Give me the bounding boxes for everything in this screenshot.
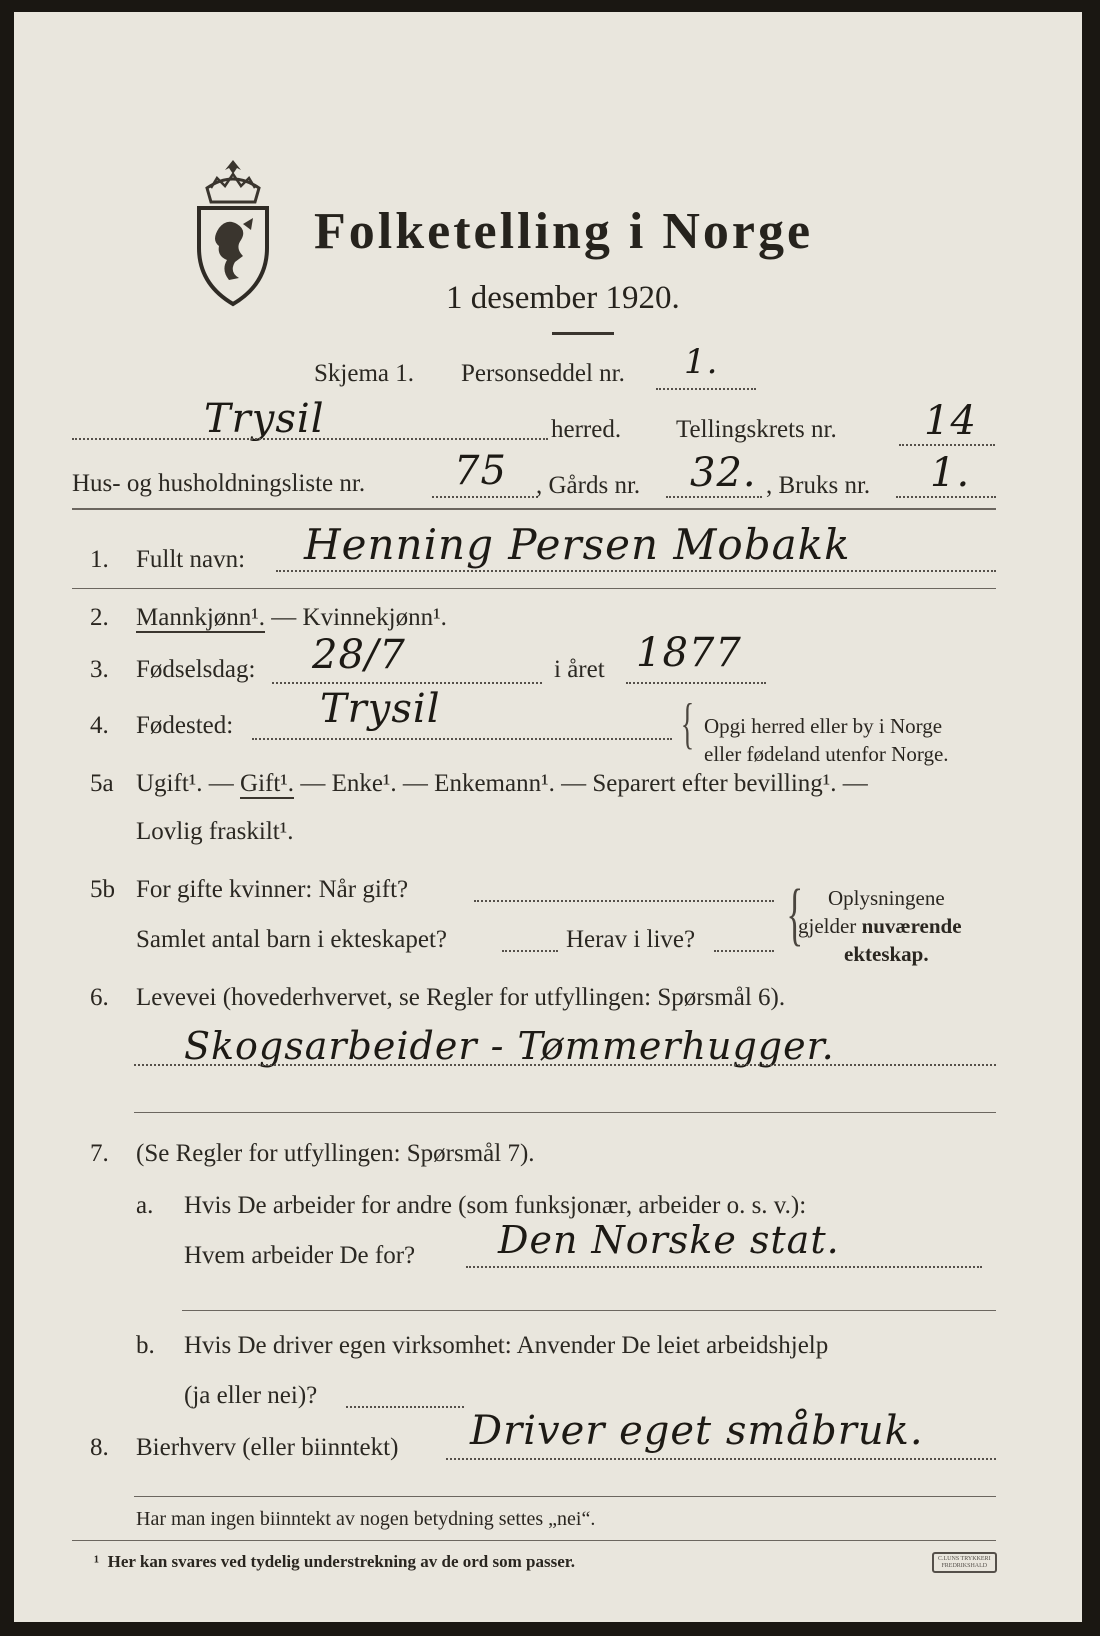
q7a-question: Hvis De arbeider for andre (som funksjonær, arbeider o. s. v.):: [184, 1192, 807, 1219]
married-option-underlined: Gift¹.: [240, 770, 295, 797]
birthplace-value: Trysil: [320, 686, 441, 732]
birth-year-value: 1877: [636, 630, 742, 676]
birthdate-label: Fødselsdag:: [136, 656, 256, 683]
husliste-value: 75: [454, 448, 507, 494]
q8-number: 8.: [90, 1434, 109, 1461]
birth-year-label: i året: [554, 656, 605, 683]
footnote: ¹ Her kan svares ved tydelig understrekning av de ord som passer.: [94, 1552, 575, 1571]
male-option-underlined: Mannkjønn¹.: [136, 604, 266, 631]
employer-label: Hvem arbeider De for?: [184, 1242, 416, 1269]
birthplace-note-2: eller fødeland utenfor Norge.: [704, 742, 949, 766]
birthplace-note-1: Opgi herred eller by i Norge: [704, 714, 943, 738]
no-income-note: Har man ingen biinntekt av nogen betydning settes „nei“.: [136, 1508, 596, 1530]
norway-coat-of-arms-icon: [189, 148, 277, 308]
printer-stamp: C.LUNS TRYKKERI FREDRIKSHALD: [932, 1552, 997, 1573]
children-count-label: Samlet antal barn i ekteskapet?: [136, 926, 447, 953]
q4-number: 4.: [90, 712, 109, 739]
husliste-label: Hus- og husholdningsliste nr.: [72, 470, 366, 497]
gards-label: , Gårds nr.: [536, 472, 641, 499]
female-option: Kvinnekjønn¹.: [302, 604, 447, 631]
q1-number: 1.: [90, 546, 109, 573]
occupation-value: Skogsarbeider - Tømmerhugger.: [184, 1024, 835, 1068]
title-divider: [552, 332, 614, 335]
personseddel-value: 1.: [684, 342, 719, 382]
marriage-note-1: Oplysningene: [828, 886, 945, 910]
census-date: 1 desember 1920.: [446, 280, 680, 316]
form-label: Skjema 1.: [314, 360, 414, 387]
census-form: Folketelling i Norge 1 desember 1920. Skjema 1. Personseddel nr. 1. Trysil herred. Tellingskrets nr. 14 Hus- og husholdningsliste nr. 75 , Gårds nr. 32. , Bruks nr. 1. 1. Fullt navn: Henning Persen Mobakk 2. Mannkjønn¹. — Kvinnekjønn¹. 3. Fødselsdag: 28/7 i året 1877 4. Fødested: Trysil { Opgi herred eller by i Norge eller fødeland utenfor Norge. 5a Ugift¹. — Gift¹. — Enke¹. — Enkemann¹. — Separert efter bevilling¹. — Lovlig fraskilt¹. 5b For gifte kvinner: Når gift? Samlet antal barn i ekteskapet? Herav i live? { Oplysningene gjelder nuværende ekteskap. 6. Levevei (hovederhvervet, se Regler for utfyllingen: Spørsmål 6). Skogsarbeider - Tømmerhugger. 7. (Se Regler for utfyllingen: Spørsmål 7). a. Hvis De arbeider for andre (som funksjonær, arbeider o. s. v.): Hvem arbeider De for? Den Norske stat. b. Hvis De driver egen virksomhet: Anvender De leiet arbeidshjelp (ja eller nei)? 8. Bierhverv (eller biinntekt) Driver eget småbruk. Har man ingen biinntekt av nogen betydning settes „nei“. ¹ Her kan svares ved tydelig understrekning av de ord som passer. C.LUNS TRYKKERI FREDRIKSHALD: [14, 12, 1082, 1622]
form-title: Folketelling i Norge: [314, 203, 814, 260]
q7-number: 7.: [90, 1140, 109, 1167]
herred-label: herred.: [551, 416, 622, 443]
side-income-label: Bierhverv (eller biinntekt): [136, 1434, 399, 1461]
full-name-label: Fullt navn:: [136, 546, 246, 573]
employer-value: Den Norske stat.: [498, 1218, 840, 1262]
gards-value: 32.: [690, 450, 757, 496]
divorced-option: Lovlig fraskilt¹.: [136, 818, 294, 845]
marriage-note-3: ekteskap.: [844, 942, 929, 966]
full-name-value: Henning Persen Mobakk: [304, 520, 851, 569]
bruks-label: , Bruks nr.: [766, 472, 871, 499]
hired-help-label: (ja eller nei)?: [184, 1382, 318, 1409]
occupation-label: Levevei (hovederhvervet, se Regler for utfyllingen: Spørsmål 6).: [136, 984, 786, 1011]
q7a-letter: a.: [136, 1192, 154, 1219]
tellingskrets-value: 14: [924, 398, 977, 444]
q7b-question: Hvis De driver egen virksomhet: Anvender De leiet arbeidshjelp: [184, 1332, 829, 1359]
marriage-note-2: gjelder nuværende: [798, 914, 962, 938]
children-alive-label: Herav i live?: [566, 926, 696, 953]
tellingskrets-label: Tellingskrets nr.: [676, 416, 837, 443]
q5b-number: 5b: [90, 876, 115, 903]
birthplace-label: Fødested:: [136, 712, 234, 739]
married-when-label: For gifte kvinner: Når gift?: [136, 876, 409, 903]
marital-status-options: Ugift¹. — Gift¹. — Enke¹. — Enkemann¹. — Separert efter bevilling¹. —: [136, 770, 868, 797]
side-income-value: Driver eget småbruk.: [470, 1408, 924, 1454]
q2-number: 2.: [90, 604, 109, 631]
sex-options: Mannkjønn¹. — Kvinnekjønn¹.: [136, 604, 447, 631]
q6-number: 6.: [90, 984, 109, 1011]
q5a-number: 5a: [90, 770, 114, 797]
header-divider: [72, 508, 996, 510]
q7-label: (Se Regler for utfyllingen: Spørsmål 7).: [136, 1140, 535, 1167]
herred-value: Trysil: [204, 396, 325, 442]
bruks-value: 1.: [930, 450, 971, 496]
q3-number: 3.: [90, 656, 109, 683]
personseddel-label: Personseddel nr.: [461, 360, 625, 387]
birthdate-value: 28/7: [312, 632, 406, 678]
q7b-letter: b.: [136, 1332, 155, 1359]
